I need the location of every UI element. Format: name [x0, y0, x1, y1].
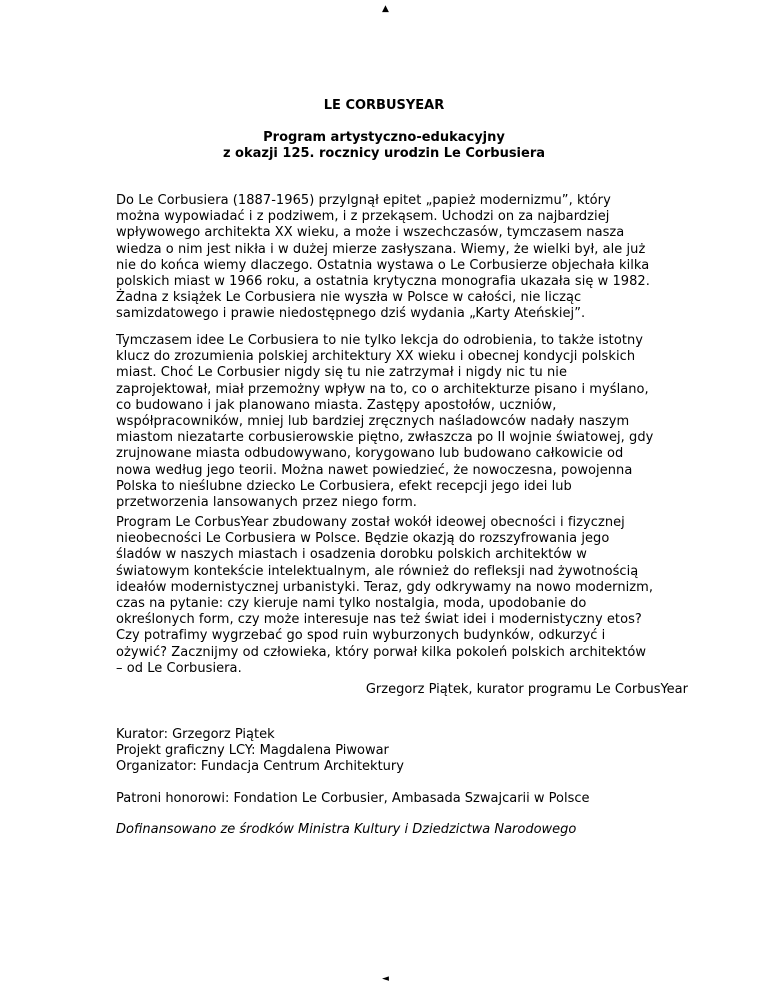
text-line: co budowano i jak planowano miasta. Zastępy apostołów, uczniów,: [116, 397, 557, 413]
text-line: wpływowego architekta XX wieku, a może i wszechczasów, tymczasem nasza: [116, 225, 625, 241]
text-line: klucz do zrozumienia polskiej architektury XX wieku i obecnej kondycji polskich: [116, 349, 636, 365]
text-line: przetworzenia lansowanych przez niego form.: [116, 495, 417, 511]
text-line: czas na pytanie: czy kieruje nami tylko nostalgia, moda, upodobanie do: [116, 596, 587, 612]
text-line: nieobecności Le Corbusiera w Polsce. Będzie okazją do rozszyfrowania jego: [116, 531, 610, 547]
text-line: Program Le CorbusYear zbudowany został wokół ideowej obecności i fizycznej: [116, 515, 625, 530]
text-line: miast. Choć Le Corbusier nigdy się tu nie zatrzymał i nigdy nic tu nie: [116, 365, 568, 381]
credit-organizer: Organizator: Fundacja Centrum Architektury: [116, 759, 404, 774]
text-line: samizdatowego i prawie niedostępnego dziś wydania „Karty Ateńskiej”.: [116, 306, 586, 322]
text-line: określonych form, czy może interesuje nas też świat idei i modernistyczny etos?: [116, 612, 642, 628]
top-marker-icon: ▲: [382, 4, 389, 14]
text-line: zrujnowane miasta odbudowywano, korygowano lub budowano całkowicie od: [116, 446, 624, 462]
text-line: Żadna z książek Le Corbusiera nie wyszła w Polsce w całości, nie licząc: [116, 290, 582, 306]
text-line: Czy potrafimy wygrzebać go spod ruin wyburzonych budynków, odkurzyć i: [116, 628, 606, 644]
subtitle-line: z okazji 125. rocznicy urodzin Le Corbusiera: [222, 146, 546, 161]
text-line: nie do końca wiemy dlaczego. Ostatnia wystawa o Le Corbusierze objechała kilka: [116, 257, 650, 273]
credit-design: Projekt graficzny LCY: Magdalena Piwowar: [116, 743, 389, 758]
credit-curator: Kurator: Grzegorz Piątek: [116, 727, 275, 742]
paragraph-intro: [116, 193, 696, 323]
document-subtitle: [0, 130, 768, 162]
text-line: nowa według jego teorii. Można nawet powiedzieć, że nowoczesna, powojenna: [116, 462, 633, 478]
subtitle-line: Program artystyczno-edukacyjny: [263, 130, 505, 145]
text-line: śladów w naszych miastach i osadzenia dorobku polskich architektów w: [116, 547, 587, 563]
text-line: ożywić? Zacznijmy od człowieka, który porwał kilka pokoleń polskich architektów: [116, 644, 647, 660]
text-line: Polska to nieślubne dziecko Le Corbusiera, efekt recepcji jego idei lub: [116, 478, 572, 494]
paragraph-program: [116, 515, 696, 677]
funding-note: Dofinansowano ze środków Ministra Kultury i Dziedzictwa Narodowego: [116, 822, 577, 837]
text-line: ideałów modernistycznej urbanistyki. Teraz, gdy odkrywamy na nowo modernizm,: [116, 579, 654, 595]
text-line: wiedza o nim jest nikła i w dużej mierze zasłyszana. Wiemy, że wielki był, ale już: [116, 241, 646, 257]
document-title: LE CORBUSYEAR: [323, 98, 445, 113]
text-line: Tymczasem idee Le Corbusiera to nie tylko lekcja do odrobienia, to także istotny: [116, 333, 644, 348]
text-line: polskich miast w 1966 roku, a ostatnia krytyczna monografia ukazała się w 1982.: [116, 274, 650, 290]
text-line: światowym kontekście intelektualnym, ale również do refleksji nad żywotnością: [116, 563, 639, 579]
text-line: można wypowiadać i z podziwem, i z przekąsem. Uchodzi on za najbardziej: [116, 209, 610, 225]
signature: Grzegorz Piątek, kurator programu Le CorbusYear: [365, 682, 688, 697]
text-line: – od Le Corbusiera.: [116, 660, 242, 676]
text-line: miastom niezatarte corbusierowskie piętno, zwłaszcza po II wojnie światowej, gdy: [116, 430, 654, 446]
text-line: zaprojektował, miał przemożny wpływ na to, co o architekturze pisano i myślano,: [116, 381, 649, 397]
text-line: Do Le Corbusiera (1887-1965) przylgnął epitet „papież modernizmu”, który: [116, 193, 611, 208]
paragraph-influence: [116, 333, 696, 511]
honorary-patrons: Patroni honorowi: Fondation Le Corbusier, Ambasada Szwajcarii w Polsce: [116, 791, 590, 806]
credits-block: [116, 727, 404, 775]
text-line: współpracowników, mniej lub bardziej zręcznych naśladowców nadały naszym: [116, 414, 630, 430]
bottom-marker-icon: ◄: [382, 974, 389, 984]
